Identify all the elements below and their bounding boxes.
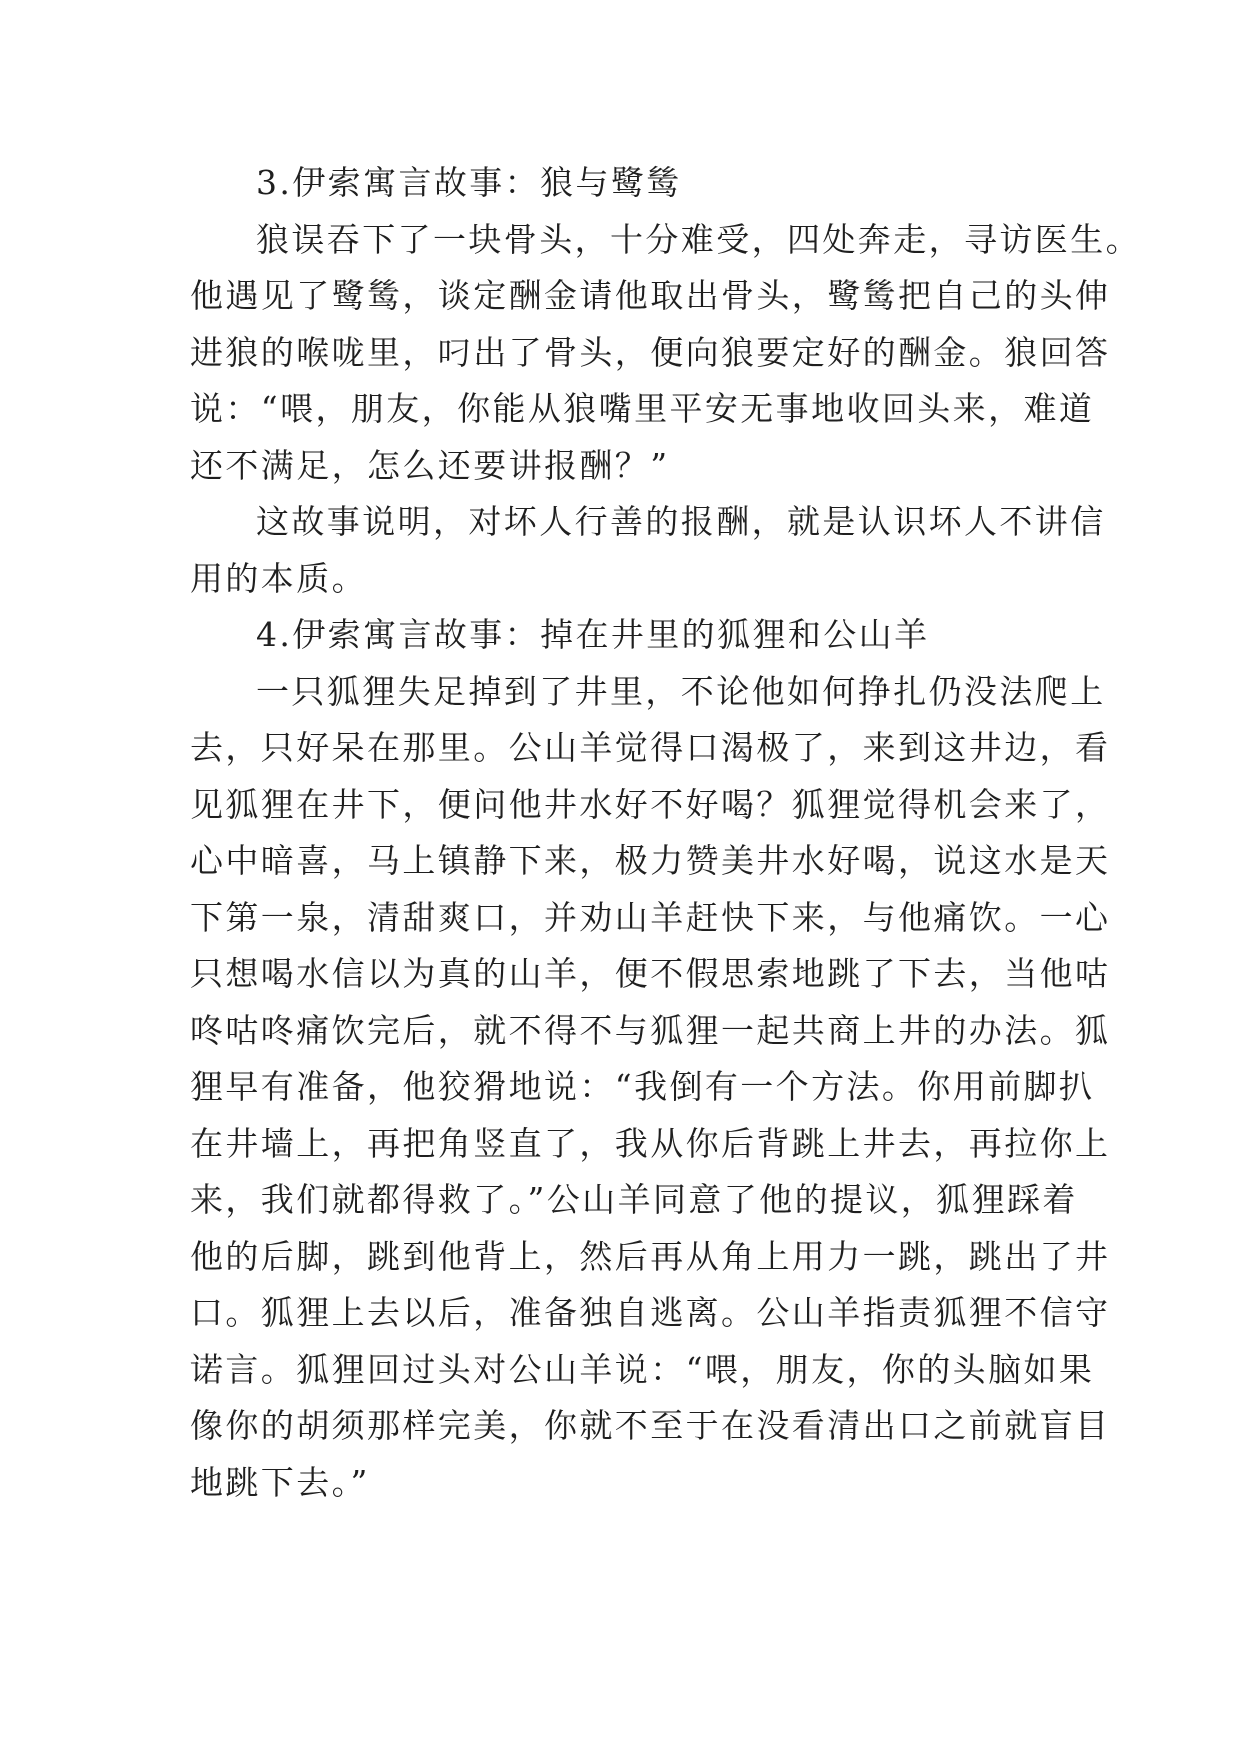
paragraph-line: 口。狐狸上去以后，准备独自逃离。公山羊指责狐狸不信守 xyxy=(190,1293,1111,1332)
paragraph-line: 进狼的喉咙里，叼出了骨头，便向狼要定好的酬金。狼回答 xyxy=(190,332,1111,372)
paragraph-line: 下第一泉，清甜爽口，并劝山羊赶快下来，与他痛饮。一心 xyxy=(190,897,1111,937)
paragraph-line: 一只狐狸失足掉到了井里，不论他如何挣扎仍没法爬上 xyxy=(256,671,1106,711)
paragraph-line: 来，我们就都得救了。”公山羊同意了他的提议，狐狸踩着 xyxy=(190,1180,1078,1219)
paragraph-line: 像你的胡须那样完美，你就不至于在没看清出口之前就盲目 xyxy=(190,1406,1111,1445)
section-heading-3: 3.伊索寓言故事：狼与鹭鸶 xyxy=(256,163,682,202)
section-heading-4: 4.伊索寓言故事：掉在井里的狐狸和公山羊 xyxy=(256,615,930,654)
paragraph-line: 用的本质。 xyxy=(190,558,367,598)
paragraph-line: 地跳下去。” xyxy=(190,1462,370,1502)
paragraph-line: 在井墙上，再把角竖直了，我从你后背跳上井去，再拉你上 xyxy=(190,1123,1111,1163)
paragraph-line: 他的后脚，跳到他背上，然后再从角上用力一跳，跳出了井 xyxy=(190,1236,1111,1276)
paragraph-line: 他遇见了鹭鸶，谈定酬金请他取出骨头，鹭鸶把自己的头伸 xyxy=(190,276,1111,315)
paragraph-line: 心中暗喜，马上镇静下来，极力赞美井水好喝，说这水是天 xyxy=(190,841,1111,880)
paragraph-line: 狸早有准备，他狡猾地说：“我倒有一个方法。你用前脚扒 xyxy=(190,1067,1095,1106)
paragraph-line: 还不满足，怎么还要讲报酬？” xyxy=(190,445,670,485)
paragraph-line: 只想喝水信以为真的山羊，便不假思索地跳了下去，当他咕 xyxy=(190,954,1111,993)
paragraph-line: 见狐狸在井下，便问他井水好不好喝？狐狸觉得机会来了， xyxy=(190,784,1111,824)
paragraph-line: 狼误吞下了一块骨头，十分难受，四处奔走，寻访医生。 xyxy=(256,219,1141,259)
paragraph-line: 说：“喂，朋友，你能从狼嘴里平安无事地收回头来，难道 xyxy=(190,389,1095,428)
document-page xyxy=(190,155,1141,1511)
paragraph-line: 咚咕咚痛饮完后，就不得不与狐狸一起共商上井的办法。狐 xyxy=(190,1010,1111,1050)
paragraph-line: 诺言。狐狸回过头对公山羊说：“喂，朋友，你的头脑如果 xyxy=(190,1349,1095,1389)
paragraph-line: 这故事说明，对坏人行善的报酬，就是认识坏人不讲信 xyxy=(256,502,1106,541)
paragraph-line: 去，只好呆在那里。公山羊觉得口渴极了，来到这井边，看 xyxy=(190,728,1111,767)
